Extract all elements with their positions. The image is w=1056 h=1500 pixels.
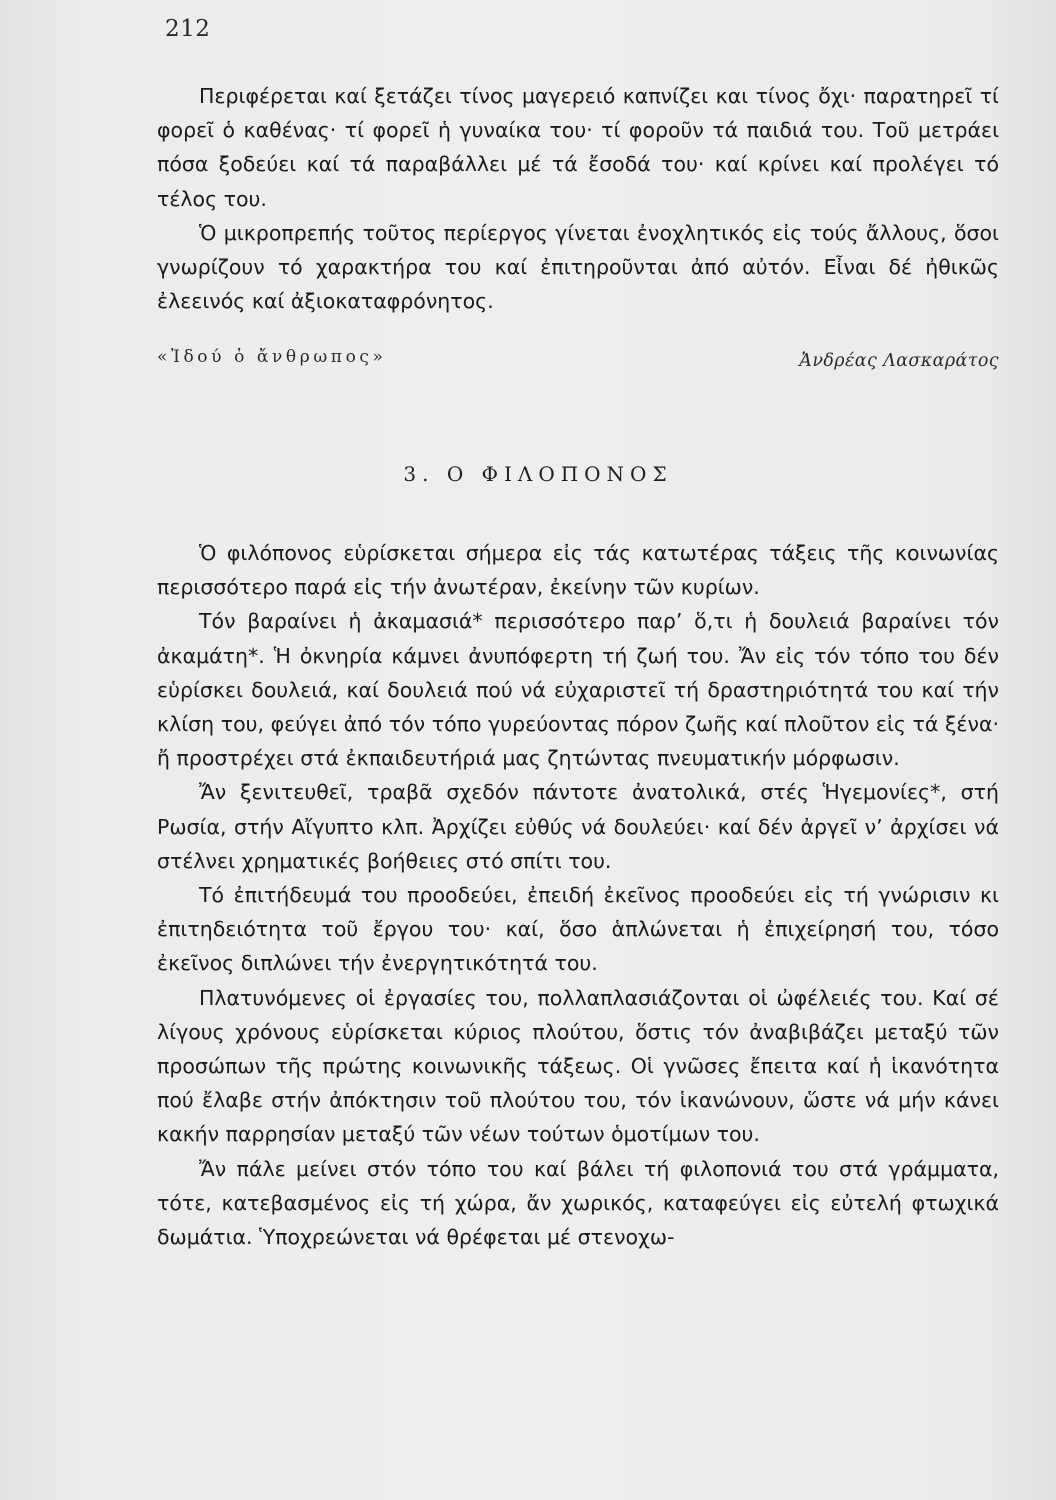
citation-work-title: «Ἰδού ὁ ἄνθρωπος» (157, 347, 387, 367)
page-number: 212 (165, 16, 211, 42)
paragraph: Ἄν ξενιτευθεῖ, τραβᾶ σχεδόν πάντοτε ἀνατολικά, στές Ἡγεμονίες*, στή Ρωσία, στήν Αἴγυπτο κλπ. Ἀρχίζει εὐθύς νά δουλεύει· καί δέν ἀργεῖ ν’ ἀρχίσει νά στέλνει χρηματικές βοήθειες στό σπίτι του. (157, 780, 999, 873)
section-2-body (157, 536, 999, 1254)
section-heading-text: 3. Ο ΦΙΛΟΠΟΝΟΣ (403, 462, 673, 486)
paragraph: Ὁ φιλόπονος εὑρίσκεται σήμερα εἰς τάς κατωτέρας τάξεις τῆς κοινωνίας περισσότερο παρά εἰς τήν ἀνωτέραν, ἐκείνην τῶν κυρίων. (157, 541, 999, 600)
section-heading (0, 462, 1056, 486)
paragraph: Ἄν πάλε μείνει στόν τόπο του καί βάλει τή φιλοπονιά του στά γράμματα, τότε, κατεβασμένος εἰς τή χώρα, ἄν χωρικός, καταφεύγει εἰς εὐτελή φτωχικά δωμάτια. Ὑποχρεώνεται νά θρέφεται μέ στενοχω- (157, 1156, 999, 1250)
citation-author: Ἀνδρέας Λασκαράτος (799, 351, 999, 371)
paragraph: Περιφέρεται καί ξετάζει τίνος μαγερειό καπνίζει και τίνος ὄχι· παρατηρεῖ τί φορεῖ ὁ καθένας· τί φορεῖ ἡ γυναίκα του· τί φοροῦν τά παιδιά του. Τοῦ μετράει πόσα ξοδεύει καί τά παραβάλλει μέ τά ἔσοδά του· καί κρίνει καί προλέγει τό τέλος του. (157, 84, 999, 211)
citation (157, 347, 999, 377)
paragraph: Τό ἐπιτήδευμά του προοδεύει, ἐπειδή ἐκεῖνος προοδεύει εἰς τή γνώρισιν κι ἐπιτηδειότητα τοῦ ἔργου του· καί, ὅσο ἁπλώνεται ἡ ἐπιχείρησή του, τόσο ἐκεῖνος διπλώνει τήν ἐνεργητικότητά του. (157, 883, 999, 976)
paragraph: Τόν βαραίνει ἡ ἀκαμασιά* περισσότερο παρ’ ὅ,τι ἡ δουλειά βαραίνει τόν ἀκαμάτη*. Ἡ ὀκνηρία κάμνει ἀνυπόφερτη τή ζωή του. Ἄν εἰς τόν τόπο του δέν εὑρίσκει δουλειά, καί δουλειά πού νά εὐχαριστεῖ τή δραστηριότητά του καί τήν κλίση του, φεύγει ἀπό τόν τόπο γυρεύοντας πόρον ζωῆς καί πλοῦτον εἰς τά ξένα· ἤ προστρέχει στά ἐκπαιδευτήριά μας ζητώντας πνευματικήν μόρφωσιν. (157, 609, 999, 771)
paragraph: Ὁ μικροπρεπής τοῦτος περίεργος γίνεται ἐνοχλητικός εἰς τούς ἄλλους, ὅσοι γνωρίζουν τό χαρακτήρα του καί ἐπιτηροῦνται ἀπό αὐτόν. Εἶναι δέ ἠθικῶς ἐλεεινός καί ἀξιοκαταφρόνητος. (157, 220, 999, 314)
section-1-body (157, 79, 999, 318)
paragraph: Πλατυνόμενες οἱ ἐργασίες του, πολλαπλασιάζονται οἱ ὠφέλειές του. Καί σέ λίγους χρόνους εὑρίσκεται κύριος πλούτου, ὅστις τόν ἀναβιβάζει μεταξύ τῶν προσώπων τῆς πρώτης κοινωνικῆς τάξεως. Οἱ γνῶσες ἔπειτα καί ἡ ἱκανότητα πού ἔλαβε στήν ἀπόκτησιν τοῦ πλούτου του, τόν ἱκανώνουν, ὥστε νά μήν κάνει κακήν παρρησίαν μεταξύ τῶν νέων τούτων ὁμοτίμων του. (157, 985, 999, 1147)
